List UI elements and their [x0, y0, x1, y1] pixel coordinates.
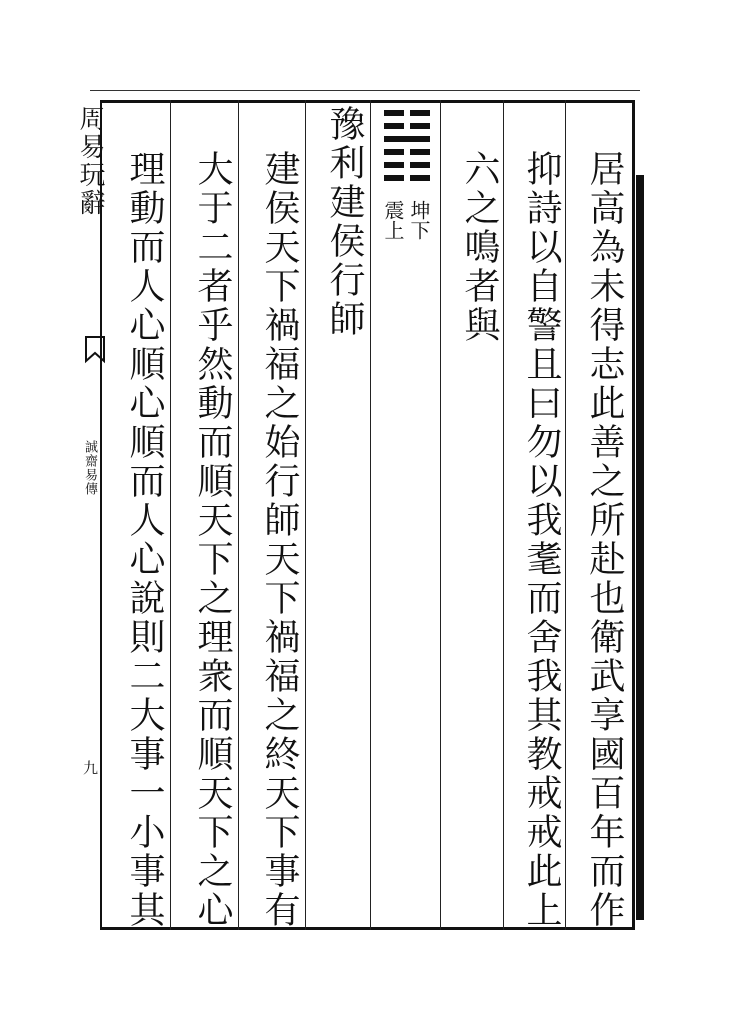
hexagram-line [410, 110, 430, 116]
binding-edge [636, 175, 644, 920]
column-divider [440, 100, 441, 930]
text-column-1: 居高為未得志此善之所赴也衛武享國百年而作 [584, 150, 625, 930]
text-column-8: 理動而人心順心順而人心說則二大事一小事其 [124, 150, 165, 930]
text-column-3: 六之鳴者與 [459, 150, 500, 345]
hexagram-line [410, 175, 430, 181]
hexagram-line [384, 162, 404, 168]
hexagram-lower-label: 坤下 [407, 200, 431, 240]
hexagram-line [384, 175, 404, 181]
fishtail-mark-icon [84, 335, 106, 365]
margin-subtitle: 誠齋易傳 [82, 440, 97, 496]
hexagram-line [410, 149, 430, 155]
page-number: 九 [81, 760, 99, 775]
text-column-7: 大于二者乎然動而順天下之理衆而順天下之心 [192, 150, 233, 930]
hexagram-line [384, 136, 430, 142]
text-column-2: 抑詩以自警且曰勿以我耄而舍我其教戒戒此上 [521, 150, 562, 930]
hexagram-line [384, 123, 404, 129]
top-rule [90, 90, 640, 91]
hexagram-line [410, 123, 430, 129]
hexagram-yu-icon [384, 110, 432, 190]
hexagram-line [410, 162, 430, 168]
hexagram-line [384, 149, 404, 155]
hexagram-line [384, 110, 404, 116]
text-column-5: 豫利建侯行師 [324, 105, 365, 339]
text-column-6: 建侯天下禍福之始行師天下禍福之終天下事有 [259, 150, 300, 930]
hexagram-upper-label: 震上 [381, 200, 405, 240]
margin-title: 周易玩辭 [75, 105, 105, 217]
